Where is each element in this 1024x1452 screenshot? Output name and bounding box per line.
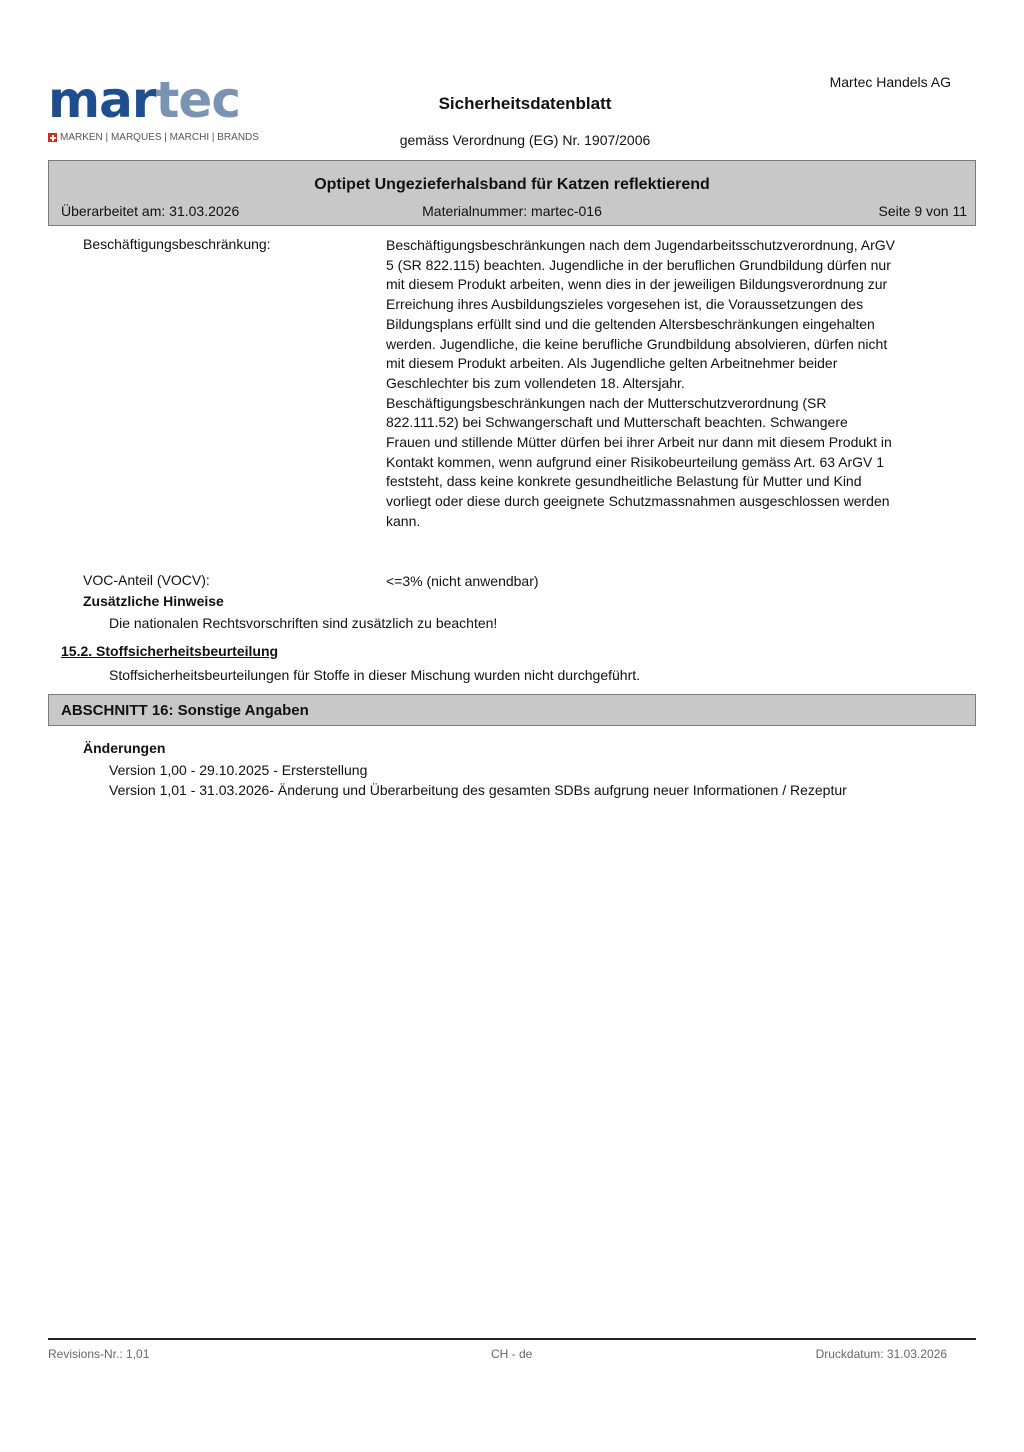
additional-notes-text: Die nationalen Rechtsvorschriften sind zusätzlich zu beachten! (109, 615, 498, 631)
regulation-reference: gemäss Verordnung (EG) Nr. 1907/2006 (399, 132, 651, 148)
section-15-2-heading: 15.2. Stoffsicherheitsbeurteilung (61, 643, 279, 659)
additional-notes-heading: Zusätzliche Hinweise (83, 593, 224, 609)
company-name: Martec Handels AG (829, 74, 951, 90)
logo-tagline: MARKEN | MARQUES | MARCHI | BRANDS (48, 132, 259, 143)
footer-revision: Revisions-Nr.: 1,01 (48, 1347, 150, 1361)
footer-print-date: Druckdatum: 31.03.2026 (815, 1347, 947, 1361)
section-16-title: ABSCHNITT 16: Sonstige Angaben (61, 702, 309, 719)
employment-maternity-text: Beschäftigungsbeschränkungen nach der Mutterschutzverordnung (SR 822.111.52) bei Schwangerschaft und Mutterschaft beachten. Schwangere Frauen und stillende Mütter dürfen bei ihrer Arbeit nur dann mit diesem Produkt in Kontakt kommen, wenn aufgrund einer Risikobeurteilung gemäss Art. 63 ArGV 1 feststeht, dass keine konkrete gesundheitliche Belastung für Mutter und Kind vorliegt oder diese durch geeignete Schutzmassnahmen ausgeschlossen werden kann. (386, 394, 892, 529)
voc-value: <=3% (nicht anwendbar) (386, 573, 539, 589)
list-item: Version 1,01 - 31.03.2026- Änderung und Überarbeitung des gesamten SDBs aufgrung neuer Informationen / Rezeptur (109, 781, 847, 798)
document-title: Sicherheitsdatenblatt (438, 94, 612, 113)
product-banner (48, 160, 976, 226)
employment-youth-text: Beschäftigungsbeschränkungen nach dem Jugendarbeitsschutzverordnung, ArGV 5 (SR 822.115) beachten. Jugendliche in der beruflichen Grundbildung dürfen nur mit diesem Produkt arbeiten, wenn dies in der jeweiligen Bildungsverordnung zur Erreichung ihres Ausbildungszieles vorgesehen ist, die Voraussetzungen des Bildungsplans erfüllt sind und die geltenden Altersbeschränkungen eingehalten werden. Jugendliche, die keine berufliche Grundbildung absolvieren, dürfen nicht mit diesem Produkt arbeiten. Als Jugendliche gelten Arbeitnehmer beider Geschlechter bis zum vollendeten 18. Altersjahr. (386, 237, 895, 391)
changes-list (109, 761, 879, 800)
material-number: Materialnummer: martec-016 (422, 203, 602, 219)
changes-heading: Änderungen (83, 740, 166, 756)
section-16-header (48, 694, 976, 726)
employment-restriction-value (386, 236, 896, 532)
section-15-2-text: Stoffsicherheitsbeurteilungen für Stoffe in dieser Mischung wurden nicht durchgeführt. (109, 667, 641, 683)
footer-divider (48, 1338, 976, 1340)
revision-date: Überarbeitet am: 31.03.2026 (61, 203, 240, 219)
employment-restriction-label: Beschäftigungsbeschränkung: (83, 236, 271, 252)
logo-wordmark: martec (48, 71, 240, 129)
page-number: Seite 9 von 11 (878, 203, 967, 219)
list-item: Version 1,00 - 29.10.2025 - Ersterstellung (109, 762, 368, 778)
product-name: Optipet Ungezieferhalsband für Katzen reflektierend (314, 176, 710, 193)
footer-locale: CH - de (491, 1347, 533, 1361)
voc-label: VOC-Anteil (VOCV): (83, 572, 210, 588)
